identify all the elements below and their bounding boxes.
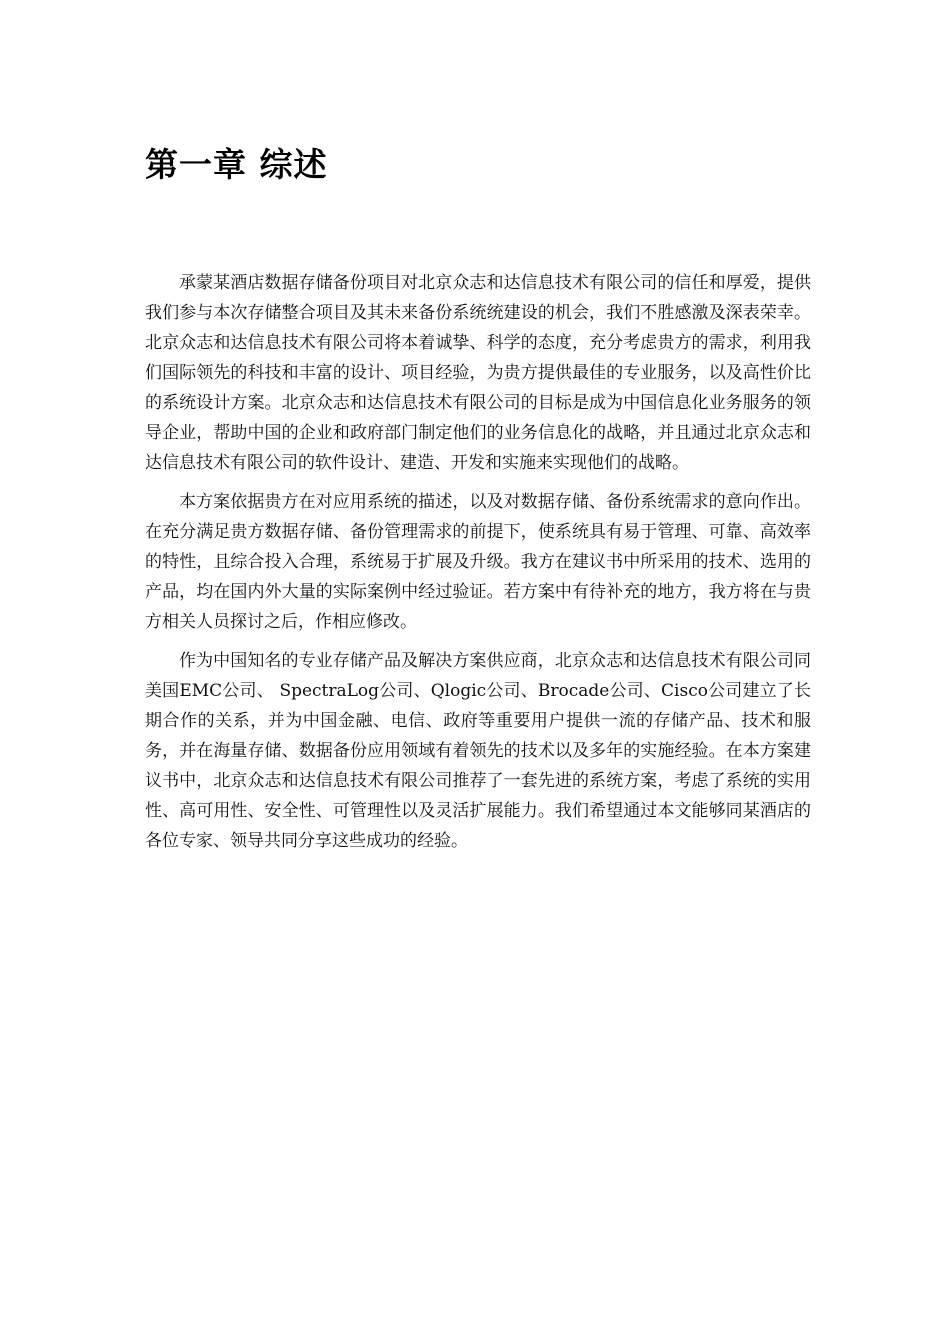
paragraph-basis: 本方案依据贵方在对应用系统的描述，以及对数据存储、备份系统需求的意向作出。在充分满足贵方数据存储、备份管理需求的前提下，使系统具有易于管理、可靠、高效率的特性，且综合投入合理，系统易于扩展及升级。我方在建议书中所采用的技术、选用的产品，均在国内外大量的实际案例中经过验证。若方案中有待补充的地方，我方将在与贵方相关人员探讨之后，作相应修改。 (145, 492, 811, 632)
chapter-body (145, 268, 811, 865)
paragraph-company: 作为中国知名的专业存储产品及解决方案供应商，北京众志和达信息技术有限公司同美国EMC公司、 SpectraLog公司、Qlogic公司、Brocade公司、Cisco公司建立了长期合作的关系，并为中国金融、电信、政府等重要用户提供一流的存储产品、技术和服务，并在海量存储、数据备份应用领域有着领先的技术以及多年的实施经验。在本方案建议书中，北京众志和达信息技术有限公司推荐了一套先进的系统方案，考虑了系统的实用性、高可用性、安全性、可管理性以及灵活扩展能力。我们希望通过本文能够同某酒店的各位专家、领导共同分享这些成功的经验。 (145, 651, 811, 851)
paragraph-intro: 承蒙某酒店数据存储备份项目对北京众志和达信息技术有限公司的信任和厚爱，提供我们参与本次存储整合项目及其未来备份系统统建设的机会，我们不胜感激及深表荣幸。北京众志和达信息技术有限公司将本着诚挚、科学的态度，充分考虑贵方的需求，利用我们国际领先的科技和丰富的设计、项目经验，为贵方提供最佳的专业服务，以及高性价比的系统设计方案。北京众志和达信息技术有限公司的目标是成为中国信息化业务服务的领导企业，帮助中国的企业和政府部门制定他们的业务信息化的战略，并且通过北京众志和达信息技术有限公司的软件设计、建造、开发和实施来实现他们的战略。 (145, 273, 811, 473)
chapter-title: 第一章 综述 (145, 145, 328, 184)
